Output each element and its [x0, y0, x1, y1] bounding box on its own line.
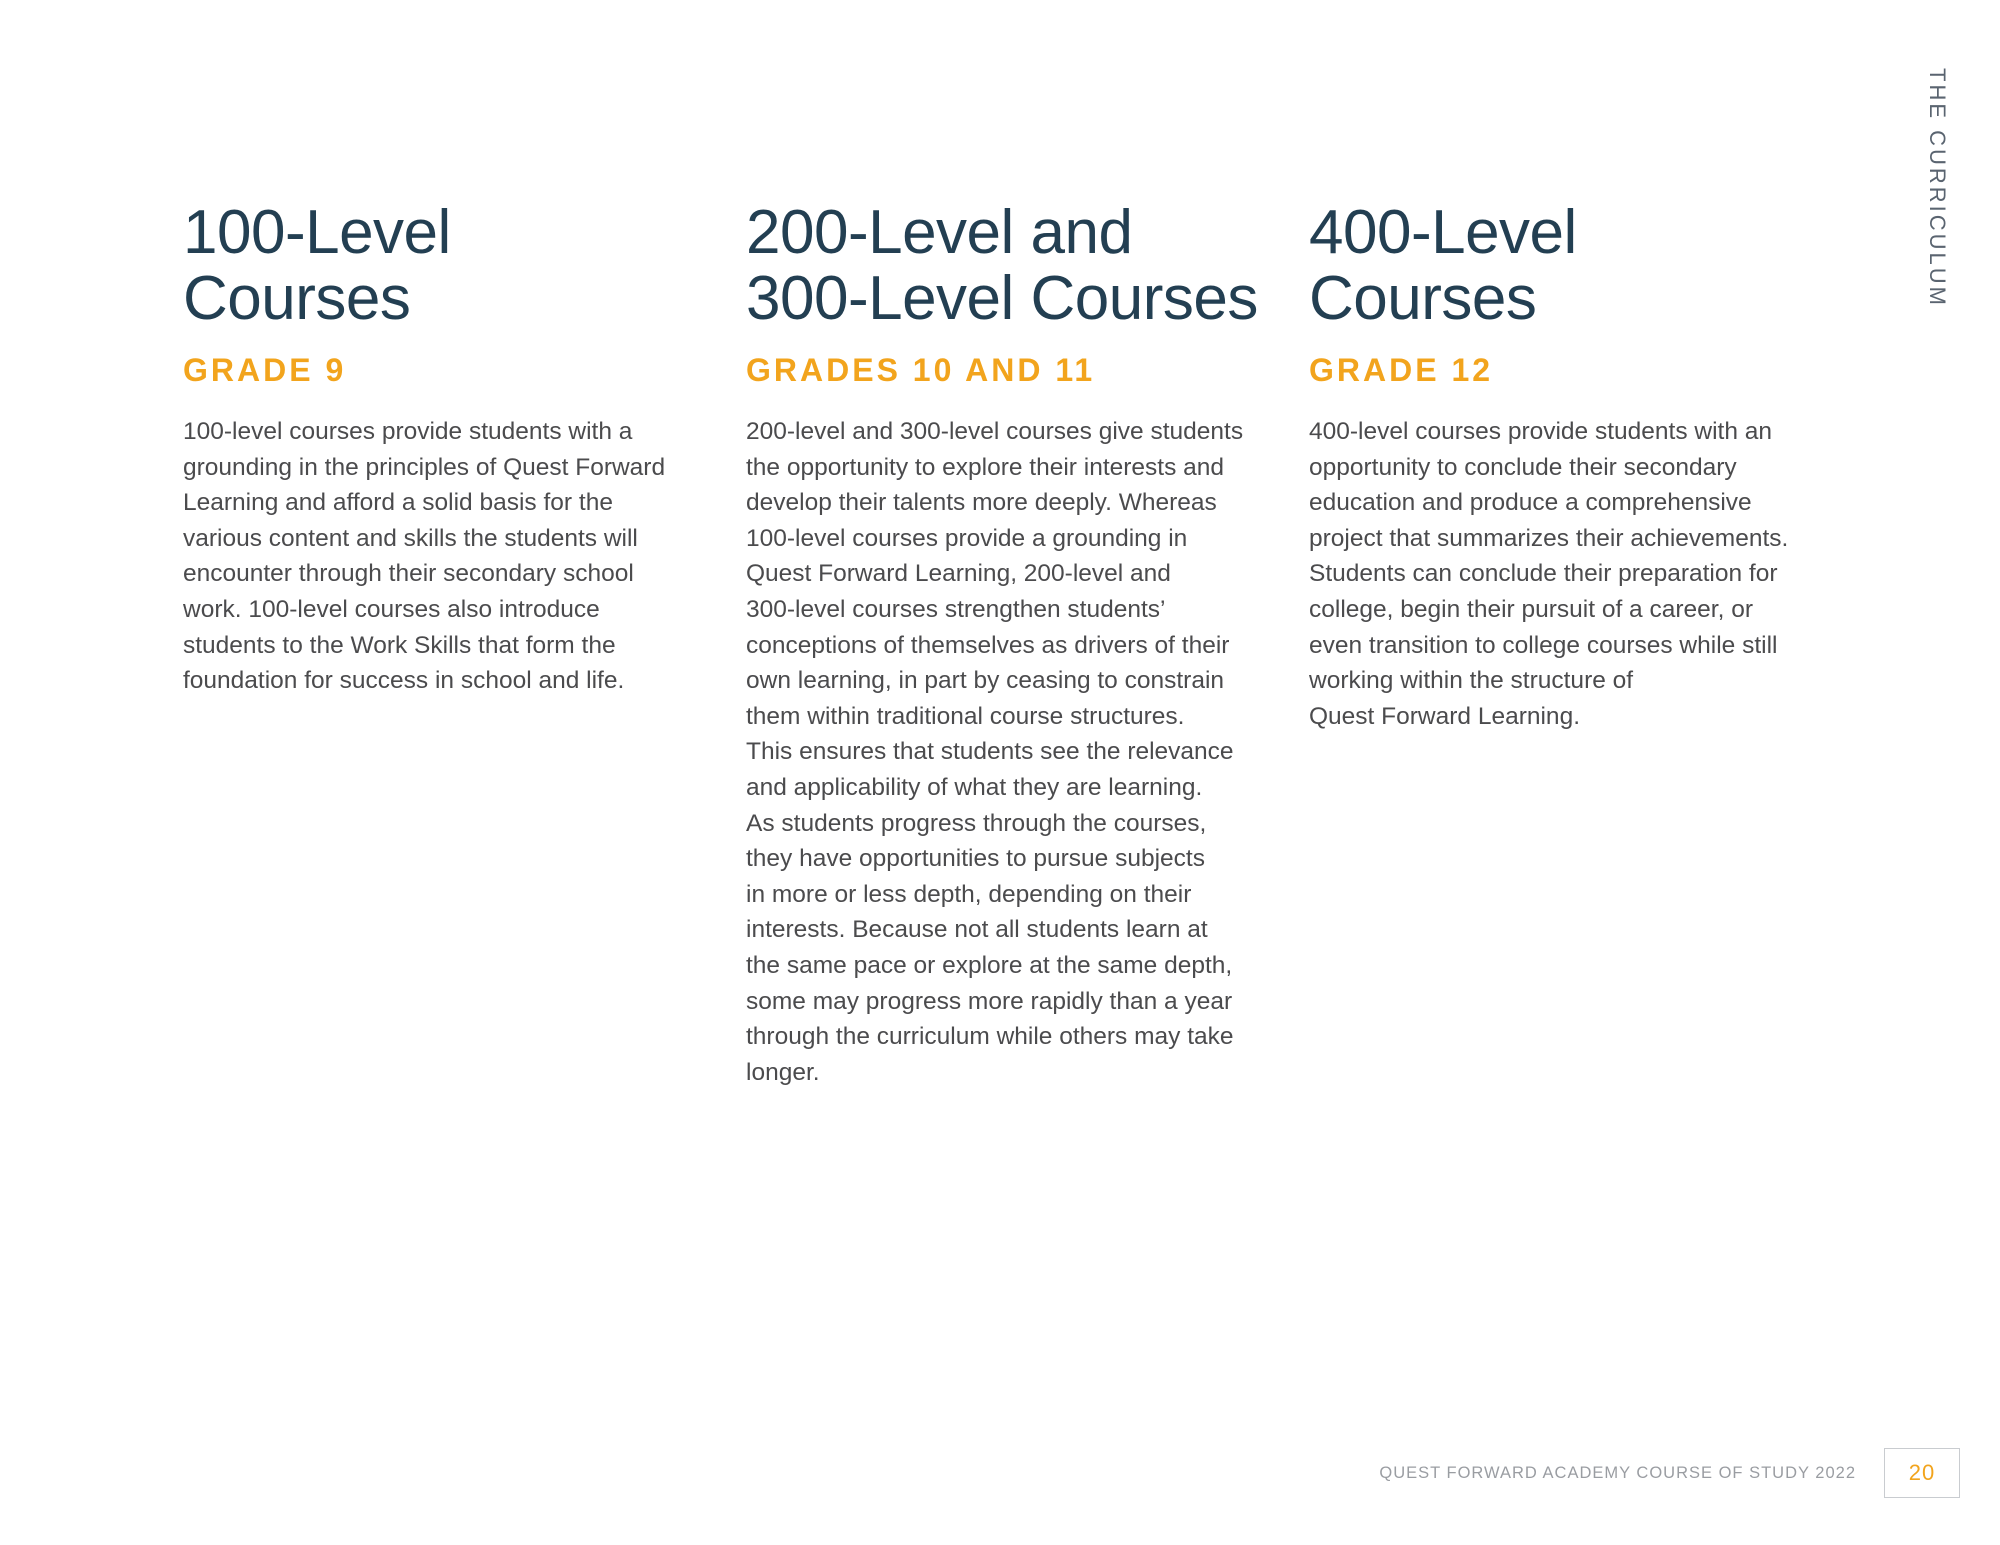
section-tab: THE CURRICULUM: [1925, 68, 1950, 308]
column-body: 200-level and 300-level courses give students the opportunity to explore their interests and develop their talents more deeply. Whereas 100-level courses provide a grounding in Quest Forward Learning, 200-level and 300-level courses strengthen students’ conceptions of themselves as drivers of their own learning, in part by ceasing to constrain them within traditional course structures. This ensures that students see the relevance and applicability of what they are learning. As students progress through the courses, they have opportunities to pursue subjects in more or less depth, depending on their interests. Because not all students learn at the same pace or explore at the same depth, some may progress more rapidly than a year through the curriculum while others may take longer.: [746, 418, 1244, 1086]
footer-title: QUEST FORWARD ACADEMY COURSE OF STUDY 2022: [1379, 1464, 1856, 1482]
page-footer: [1300, 1448, 1960, 1500]
column-heading: 200-Level and 300-Level Courses: [746, 198, 1258, 333]
column-400-level: [1309, 200, 1839, 734]
column-body: 400-level courses provide students with an opportunity to conclude their secondary education and produce a comprehensive project that summarizes their achievements. Students can conclude their preparation for college, begin their pursuit of a career, or even transition to college courses while still working within the structure of Quest Forward Learning.: [1309, 418, 1789, 730]
column-100-level: [183, 200, 695, 699]
column-body: 100-level courses provide students with a grounding in the principles of Quest Forward Learning and afford a solid basis for the various content and skills the students will encounter through their secondary school work. 100-level courses also introduce students to the Work Skills that form the foundation for success in school and life.: [183, 418, 666, 695]
grade-label: GRADE 9: [183, 352, 347, 388]
column-heading: 100-Level Courses: [183, 198, 451, 333]
column-heading: 400-Level Courses: [1309, 198, 1577, 333]
column-200-300-level: [746, 200, 1266, 1090]
page-number: 20: [1884, 1448, 1960, 1498]
grade-label: GRADE 12: [1309, 352, 1494, 388]
grade-label: GRADES 10 AND 11: [746, 352, 1096, 388]
